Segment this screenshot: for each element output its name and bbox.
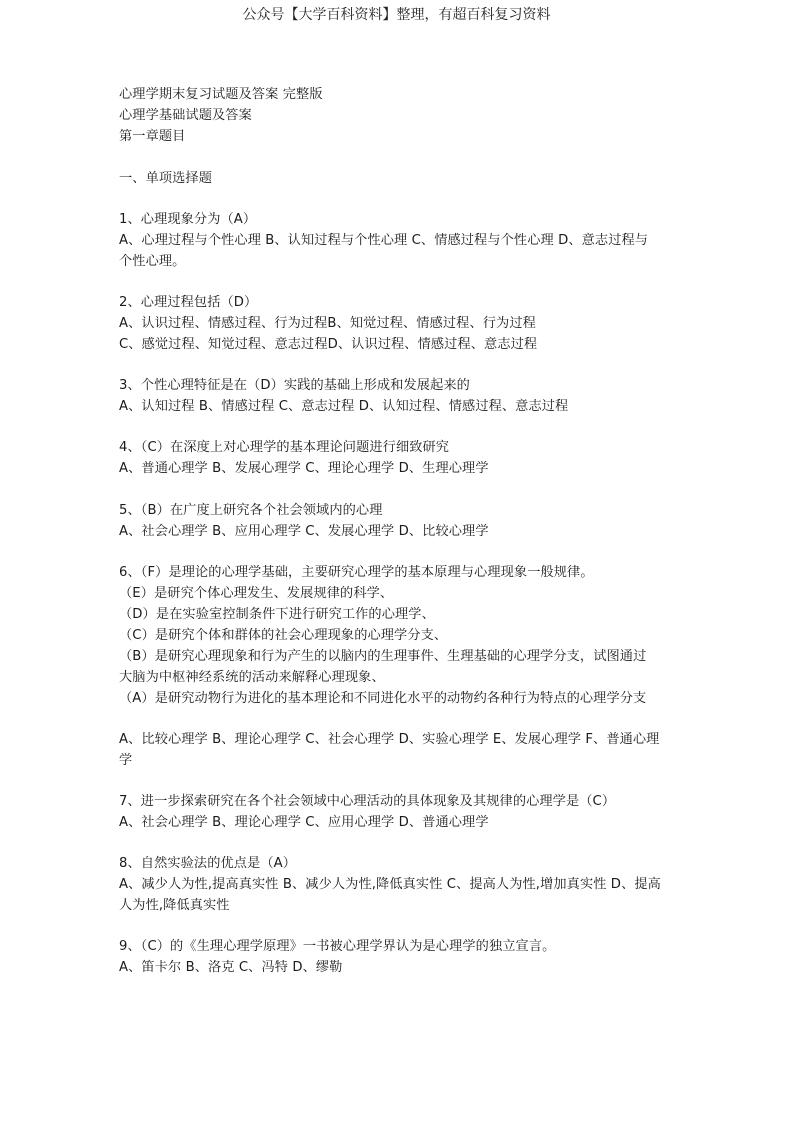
question-9: 9、（C）的《生理心理学原理》一书被心理学界认为是心理学的独立宣言。 <box>119 939 556 954</box>
question-1-options: A、心理过程与个性心理 B、认知过程与个性心理 C、情感过程与个性心理 D、意志过程与 <box>119 233 649 248</box>
question-6-item-d: （D）是在实验室控制条件下进行研究工作的心理学、 <box>119 607 435 622</box>
question-7-options: A、社会心理学 B、理论心理学 C、应用心理学 D、普通心理学 <box>119 815 489 830</box>
chapter-heading: 第一章题目 <box>119 129 186 144</box>
question-6-options: A、比较心理学 B、理论心理学 C、社会心理学 D、实验心理学 E、发展心理学 F、普通心理 <box>119 732 660 747</box>
question-1-options-cont: 个性心理。 <box>119 254 186 269</box>
question-8-options-cont: 人为性,降低真实性 <box>119 898 230 913</box>
question-6-item-b-cont: 大脑为中枢神经系统的活动来解释心理现象、 <box>119 670 385 685</box>
question-1: 1、心理现象分为（A） <box>119 212 257 227</box>
question-5-options: A、社会心理学 B、应用心理学 C、发展心理学 D、比较心理学 <box>119 524 489 539</box>
question-8: 8、自然实验法的优点是（A） <box>119 856 297 871</box>
question-7: 7、进一步探索研究在各个社会领域中心理活动的具体现象及其规律的心理学是（C） <box>119 794 616 809</box>
question-6-item-c: （C）是研究个体和群体的社会心理现象的心理学分支、 <box>119 628 448 643</box>
question-9-options: A、笛卡尔 B、洛克 C、冯特 D、缪勒 <box>119 960 343 975</box>
question-6-options-cont: 学 <box>119 753 133 768</box>
question-3: 3、个性心理特征是在（D）实践的基础上形成和发展起来的 <box>119 378 470 393</box>
section-heading: 一、单项选择题 <box>119 171 213 186</box>
document-title: 心理学期末复习试题及答案 完整版 <box>119 87 323 102</box>
question-8-options: A、减少人为性,提高真实性 B、减少人为性,降低真实性 C、提高人为性,增加真实性 D、提高 <box>119 877 661 892</box>
question-6: 6、（F）是理论的心理学基础，主要研究心理学的基本原理与心理现象一般规律。 <box>119 565 594 580</box>
document-subtitle: 心理学基础试题及答案 <box>119 108 252 123</box>
page-header-watermark: 公众号【大学百科资料】整理，有超百科复习资料 <box>242 7 551 23</box>
question-2: 2、心理过程包括（D） <box>119 295 258 310</box>
question-4: 4、（C）在深度上对心理学的基本理论问题进行细致研究 <box>119 440 450 455</box>
question-6-item-b: （B）是研究心理现象和行为产生的以脑内的生理事件、生理基础的心理学分支，试图通过 <box>119 649 647 664</box>
question-6-item-e: （E）是研究个体心理发生、发展规律的科学、 <box>119 586 394 601</box>
question-6-item-a: （A）是研究动物行为进化的基本理论和不同进化水平的动物约各种行为特点的心理学分支 <box>119 691 647 706</box>
question-3-options: A、认知过程 B、情感过程 C、意志过程 D、认知过程、情感过程、意志过程 <box>119 399 569 414</box>
question-2-options: A、认识过程、情感过程、行为过程B、知觉过程、情感过程、行为过程 <box>119 316 536 331</box>
question-5: 5、（B）在广度上研究各个社会领域内的心理 <box>119 503 383 518</box>
question-4-options: A、普通心理学 B、发展心理学 C、理论心理学 D、生理心理学 <box>119 461 489 476</box>
question-2-options-cont: C、感觉过程、知觉过程、意志过程D、认识过程、情感过程、意志过程 <box>119 337 538 352</box>
